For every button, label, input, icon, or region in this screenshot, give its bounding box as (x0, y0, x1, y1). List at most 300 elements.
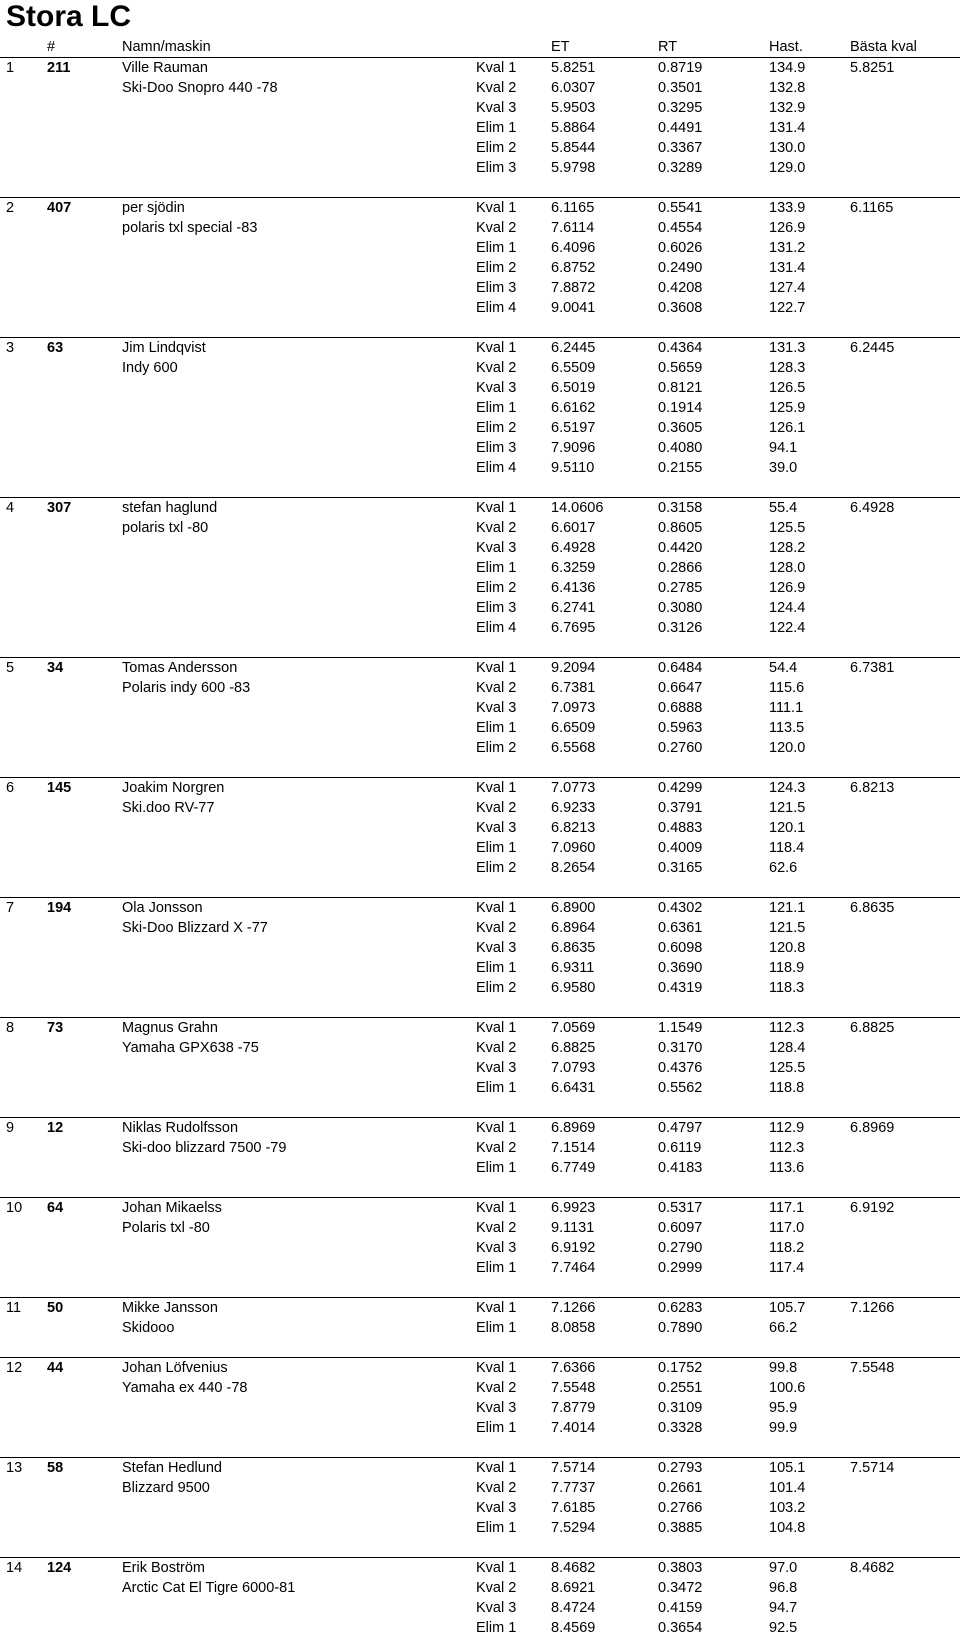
run-row (0, 1258, 960, 1278)
run-et: 6.4096 (551, 240, 596, 256)
run-run: Kval 1 (476, 660, 517, 676)
run-et: 6.2445 (551, 340, 596, 356)
entry-place: 10 (6, 1200, 23, 1216)
run-rt: 0.3126 (658, 620, 703, 636)
run-speed: 66.2 (769, 1320, 798, 1336)
run-speed: 122.4 (769, 620, 806, 636)
run-speed: 112.9 (769, 1120, 805, 1136)
entry-place: 9 (6, 1120, 15, 1136)
run-run: Elim 1 (476, 840, 517, 856)
entry-driver: stefan haglund (122, 500, 218, 516)
run-run: Kval 2 (476, 1580, 517, 1596)
run-run: Elim 2 (476, 860, 517, 876)
run-row (0, 58, 960, 78)
entry-machine: Yamaha GPX638 -75 (122, 1040, 259, 1056)
run-speed: 124.3 (769, 780, 806, 796)
run-row (0, 1358, 960, 1378)
run-rt: 0.6026 (658, 240, 703, 256)
run-speed: 117.0 (769, 1220, 805, 1236)
run-et: 6.1165 (551, 200, 595, 216)
run-rt: 0.4080 (658, 440, 703, 456)
run-run: Elim 1 (476, 120, 517, 136)
run-run: Elim 1 (476, 400, 517, 416)
run-row (0, 598, 960, 618)
run-row (0, 898, 960, 918)
run-rt: 0.4420 (658, 540, 703, 556)
run-row (0, 798, 960, 818)
run-rt: 0.3472 (658, 1580, 703, 1596)
entry-machine: Polaris txl -80 (122, 1220, 210, 1236)
run-rt: 0.6484 (658, 660, 703, 676)
run-speed: 118.2 (769, 1240, 805, 1256)
run-et: 6.7695 (551, 620, 596, 636)
run-et: 7.0569 (551, 1020, 596, 1036)
run-speed: 94.1 (769, 440, 798, 456)
entry-place: 1 (6, 60, 15, 76)
run-speed: 131.4 (769, 120, 806, 136)
run-row (0, 838, 960, 858)
run-run: Elim 4 (476, 620, 517, 636)
run-run: Kval 1 (476, 1200, 517, 1216)
run-row (0, 298, 960, 318)
entry-place: 13 (6, 1460, 23, 1476)
run-row (0, 1118, 960, 1138)
run-et: 9.1131 (551, 1220, 595, 1236)
run-rt: 0.8605 (658, 520, 703, 536)
run-rt: 0.2551 (658, 1380, 703, 1396)
entry-place: 8 (6, 1020, 15, 1036)
run-et: 6.5019 (551, 380, 596, 396)
col-et: ET (551, 39, 570, 55)
run-speed: 126.1 (769, 420, 806, 436)
run-speed: 101.4 (769, 1480, 806, 1496)
run-et: 7.0973 (551, 700, 596, 716)
run-speed: 126.9 (769, 580, 806, 596)
entry-machine: Blizzard 9500 (122, 1480, 210, 1496)
run-et: 7.0793 (551, 1060, 596, 1076)
entry-place: 5 (6, 660, 15, 676)
run-row (0, 1298, 960, 1318)
run-row (0, 918, 960, 938)
run-rt: 0.4797 (658, 1120, 703, 1136)
run-et: 7.5294 (551, 1520, 596, 1536)
run-rt: 0.5541 (658, 200, 703, 216)
run-speed: 125.5 (769, 1060, 806, 1076)
entry-machine: Yamaha ex 440 -78 (122, 1380, 248, 1396)
run-row (0, 258, 960, 278)
run-rt: 0.6361 (658, 920, 703, 936)
entry-machine: Indy 600 (122, 360, 178, 376)
entry-driver: Tomas Andersson (122, 660, 238, 676)
run-speed: 133.9 (769, 200, 806, 216)
entry-driver: per sjödin (122, 200, 185, 216)
run-speed: 128.2 (769, 540, 806, 556)
entry-number: 194 (47, 900, 72, 916)
entry-group (0, 57, 960, 197)
entry-best: 8.4682 (850, 1560, 895, 1576)
run-et: 5.8544 (551, 140, 596, 156)
run-rt: 0.3367 (658, 140, 703, 156)
entry-driver: Johan Mikaelss (122, 1200, 222, 1216)
entry-place: 14 (6, 1560, 23, 1576)
col-name: Namn/maskin (122, 39, 211, 55)
run-et: 7.9096 (551, 440, 596, 456)
entry-number: 44 (47, 1360, 64, 1376)
run-rt: 0.2760 (658, 740, 703, 756)
entry-machine: Ski-doo blizzard 7500 -79 (122, 1140, 287, 1156)
run-et: 6.2741 (551, 600, 596, 616)
run-run: Kval 1 (476, 1120, 517, 1136)
run-rt: 0.2790 (658, 1240, 703, 1256)
run-speed: 99.9 (769, 1420, 798, 1436)
run-speed: 127.4 (769, 280, 806, 296)
run-rt: 0.2766 (658, 1500, 703, 1516)
entry-number: 50 (47, 1300, 64, 1316)
entry-driver: Mikke Jansson (122, 1300, 218, 1316)
run-et: 6.6509 (551, 720, 596, 736)
run-run: Elim 1 (476, 1520, 517, 1536)
run-et: 6.5568 (551, 740, 596, 756)
run-run: Kval 1 (476, 200, 517, 216)
run-rt: 0.4299 (658, 780, 703, 796)
run-rt: 0.4376 (658, 1060, 703, 1076)
run-speed: 118.4 (769, 840, 805, 856)
run-speed: 132.8 (769, 80, 806, 96)
run-run: Elim 1 (476, 560, 517, 576)
run-speed: 134.9 (769, 60, 806, 76)
run-rt: 0.6888 (658, 700, 703, 716)
run-run: Kval 3 (476, 700, 517, 716)
run-rt: 0.3165 (658, 860, 703, 876)
entry-best: 6.9192 (850, 1200, 895, 1216)
run-run: Kval 3 (476, 100, 517, 116)
run-et: 7.7737 (551, 1480, 596, 1496)
run-row (0, 1458, 960, 1478)
run-run: Kval 2 (476, 360, 517, 376)
run-run: Elim 3 (476, 600, 517, 616)
run-run: Kval 3 (476, 820, 517, 836)
entry-group (0, 1197, 960, 1297)
run-speed: 117.4 (769, 1260, 805, 1276)
run-rt: 0.4208 (658, 280, 703, 296)
entry-place: 3 (6, 340, 15, 356)
run-row (0, 1078, 960, 1098)
run-run: Elim 4 (476, 300, 517, 316)
run-row (0, 1318, 960, 1338)
entry-number: 73 (47, 1020, 64, 1036)
run-et: 7.4014 (551, 1420, 596, 1436)
run-speed: 54.4 (769, 660, 798, 676)
run-et: 5.8864 (551, 120, 596, 136)
entry-best: 7.5548 (850, 1360, 895, 1376)
run-rt: 0.4302 (658, 900, 703, 916)
col-rt: RT (658, 39, 678, 55)
run-row (0, 858, 960, 878)
run-rt: 0.4883 (658, 820, 703, 836)
run-run: Kval 3 (476, 540, 517, 556)
run-row (0, 378, 960, 398)
entry-driver: Joakim Norgren (122, 780, 225, 796)
run-row (0, 738, 960, 758)
entry-best: 6.8825 (850, 1020, 895, 1036)
entry-place: 12 (6, 1360, 23, 1376)
run-et: 8.2654 (551, 860, 596, 876)
run-et: 6.9311 (551, 960, 595, 976)
run-run: Kval 2 (476, 520, 517, 536)
run-rt: 0.3501 (658, 80, 703, 96)
run-rt: 0.2155 (658, 460, 703, 476)
run-rt: 1.1549 (658, 1020, 703, 1036)
run-speed: 118.3 (769, 980, 805, 996)
run-rt: 0.1752 (658, 1360, 703, 1376)
entry-machine: Ski-Doo Blizzard X -77 (122, 920, 268, 936)
entry-driver: Ola Jonsson (122, 900, 203, 916)
run-run: Kval 2 (476, 220, 517, 236)
run-rt: 0.8719 (658, 60, 703, 76)
run-rt: 0.3109 (658, 1400, 703, 1416)
run-row (0, 558, 960, 578)
run-rt: 0.4491 (658, 120, 703, 136)
run-row (0, 618, 960, 638)
entry-number: 34 (47, 660, 64, 676)
entry-driver: Stefan Hedlund (122, 1460, 222, 1476)
run-speed: 121.5 (769, 800, 806, 816)
page-title: Stora LC (6, 0, 132, 33)
run-et: 6.8213 (551, 820, 596, 836)
run-et: 8.4569 (551, 1620, 596, 1636)
run-speed: 128.0 (769, 560, 806, 576)
run-run: Elim 1 (476, 1160, 517, 1176)
run-run: Kval 1 (476, 780, 517, 796)
run-row (0, 678, 960, 698)
run-rt: 0.7890 (658, 1320, 703, 1336)
run-run: Kval 3 (476, 1240, 517, 1256)
run-row (0, 458, 960, 478)
run-speed: 111.1 (769, 700, 804, 716)
run-row (0, 818, 960, 838)
run-et: 5.8251 (551, 60, 596, 76)
entry-number: 12 (47, 1120, 64, 1136)
run-row (0, 1018, 960, 1038)
run-rt: 0.3158 (658, 500, 703, 516)
run-run: Elim 3 (476, 280, 517, 296)
run-rt: 0.5963 (658, 720, 703, 736)
run-speed: 92.5 (769, 1620, 798, 1636)
entry-group (0, 1457, 960, 1557)
run-et: 6.5509 (551, 360, 596, 376)
run-et: 7.6366 (551, 1360, 596, 1376)
run-run: Elim 3 (476, 440, 517, 456)
run-run: Elim 2 (476, 980, 517, 996)
run-et: 7.1266 (551, 1300, 596, 1316)
run-run: Kval 1 (476, 1460, 517, 1476)
run-run: Elim 1 (476, 1080, 517, 1096)
run-et: 7.0960 (551, 840, 596, 856)
entry-place: 11 (6, 1300, 22, 1316)
run-row (0, 538, 960, 558)
run-run: Elim 3 (476, 160, 517, 176)
run-et: 7.1514 (551, 1140, 596, 1156)
run-speed: 97.0 (769, 1560, 798, 1576)
run-run: Kval 1 (476, 60, 517, 76)
run-et: 6.8900 (551, 900, 596, 916)
entry-group (0, 897, 960, 1017)
run-row (0, 1558, 960, 1578)
run-speed: 125.9 (769, 400, 806, 416)
run-row (0, 578, 960, 598)
run-run: Kval 2 (476, 1480, 517, 1496)
run-et: 6.0307 (551, 80, 596, 96)
run-row (0, 1238, 960, 1258)
run-run: Elim 2 (476, 740, 517, 756)
run-et: 6.9192 (551, 1240, 596, 1256)
run-speed: 131.2 (769, 240, 806, 256)
run-row (0, 1398, 960, 1418)
run-row (0, 1518, 960, 1538)
run-run: Elim 1 (476, 720, 517, 736)
run-speed: 122.7 (769, 300, 806, 316)
entry-group (0, 337, 960, 497)
run-row (0, 1598, 960, 1618)
entry-group (0, 1117, 960, 1197)
run-speed: 126.5 (769, 380, 806, 396)
run-et: 7.7464 (551, 1260, 596, 1276)
run-rt: 0.4319 (658, 980, 703, 996)
run-speed: 100.6 (769, 1380, 806, 1396)
run-row (0, 1138, 960, 1158)
run-speed: 132.9 (769, 100, 806, 116)
run-et: 6.8825 (551, 1040, 596, 1056)
run-run: Kval 3 (476, 380, 517, 396)
run-speed: 95.9 (769, 1400, 798, 1416)
run-speed: 115.6 (769, 680, 805, 696)
run-rt: 0.3654 (658, 1620, 703, 1636)
run-speed: 105.1 (769, 1460, 806, 1476)
run-speed: 131.4 (769, 260, 806, 276)
run-speed: 62.6 (769, 860, 798, 876)
run-et: 9.2094 (551, 660, 596, 676)
run-run: Elim 1 (476, 1420, 517, 1436)
run-et: 8.0858 (551, 1320, 596, 1336)
run-run: Kval 2 (476, 1040, 517, 1056)
run-speed: 117.1 (769, 1200, 805, 1216)
run-speed: 129.0 (769, 160, 806, 176)
run-rt: 0.6098 (658, 940, 703, 956)
entry-number: 407 (47, 200, 72, 216)
run-speed: 125.5 (769, 520, 806, 536)
run-rt: 0.3690 (658, 960, 703, 976)
run-speed: 118.9 (769, 960, 805, 976)
run-et: 5.9798 (551, 160, 596, 176)
run-row (0, 1058, 960, 1078)
entry-number: 124 (47, 1560, 72, 1576)
entry-machine: Arctic Cat El Tigre 6000-81 (122, 1580, 296, 1596)
run-row (0, 1418, 960, 1438)
run-row (0, 278, 960, 298)
entry-place: 2 (6, 200, 15, 216)
entry-place: 7 (6, 900, 15, 916)
run-rt: 0.3803 (658, 1560, 703, 1576)
run-row (0, 958, 960, 978)
run-rt: 0.5562 (658, 1080, 703, 1096)
run-rt: 0.5317 (658, 1200, 703, 1216)
run-rt: 0.3605 (658, 420, 703, 436)
entry-group (0, 1017, 960, 1117)
run-rt: 0.3791 (658, 800, 703, 816)
run-rt: 0.3295 (658, 100, 703, 116)
entry-driver: Ville Rauman (122, 60, 208, 76)
run-row (0, 938, 960, 958)
run-et: 7.5548 (551, 1380, 596, 1396)
entry-best: 5.8251 (850, 60, 895, 76)
run-run: Elim 1 (476, 1320, 517, 1336)
run-et: 7.8779 (551, 1400, 596, 1416)
col-hash: # (47, 39, 56, 55)
run-rt: 0.2999 (658, 1260, 703, 1276)
entry-machine: polaris txl -80 (122, 520, 209, 536)
run-rt: 0.6283 (658, 1300, 703, 1316)
entry-number: 211 (47, 60, 71, 76)
run-run: Kval 2 (476, 680, 517, 696)
run-run: Elim 1 (476, 1260, 517, 1276)
run-rt: 0.8121 (658, 380, 703, 396)
run-speed: 105.7 (769, 1300, 806, 1316)
entry-group (0, 657, 960, 777)
entry-machine: Ski.doo RV-77 (122, 800, 215, 816)
run-rt: 0.3885 (658, 1520, 703, 1536)
run-speed: 113.6 (769, 1160, 805, 1176)
run-row (0, 438, 960, 458)
run-rt: 0.3328 (658, 1420, 703, 1436)
run-et: 7.6114 (551, 220, 595, 236)
run-row (0, 658, 960, 678)
run-run: Elim 1 (476, 960, 517, 976)
run-speed: 126.9 (769, 220, 806, 236)
run-speed: 121.5 (769, 920, 806, 936)
run-rt: 0.4554 (658, 220, 703, 236)
entry-machine: Ski-Doo Snopro 440 -78 (122, 80, 278, 96)
run-row (0, 358, 960, 378)
entry-best: 7.1266 (850, 1300, 895, 1316)
entry-best: 6.8213 (850, 780, 895, 796)
run-run: Kval 1 (476, 900, 517, 916)
run-et: 6.8969 (551, 1120, 596, 1136)
run-et: 6.9580 (551, 980, 596, 996)
run-et: 6.6017 (551, 520, 596, 536)
run-run: Kval 1 (476, 1360, 517, 1376)
run-rt: 0.3170 (658, 1040, 703, 1056)
run-speed: 103.2 (769, 1500, 806, 1516)
entry-driver: Jim Lindqvist (122, 340, 206, 356)
entry-best: 6.8969 (850, 1120, 895, 1136)
run-rt: 0.4009 (658, 840, 703, 856)
entry-machine: Polaris indy 600 -83 (122, 680, 251, 696)
run-row (0, 1378, 960, 1398)
run-rt: 0.6647 (658, 680, 703, 696)
run-speed: 39.0 (769, 460, 798, 476)
run-speed: 124.4 (769, 600, 806, 616)
run-run: Kval 3 (476, 1400, 517, 1416)
entry-best: 7.5714 (850, 1460, 895, 1476)
run-et: 6.8635 (551, 940, 596, 956)
run-rt: 0.2490 (658, 260, 703, 276)
run-run: Kval 2 (476, 800, 517, 816)
run-run: Kval 1 (476, 500, 517, 516)
run-row (0, 1218, 960, 1238)
entry-best: 6.4928 (850, 500, 895, 516)
run-speed: 94.7 (769, 1600, 798, 1616)
entry-driver: Erik Boström (122, 1560, 205, 1576)
